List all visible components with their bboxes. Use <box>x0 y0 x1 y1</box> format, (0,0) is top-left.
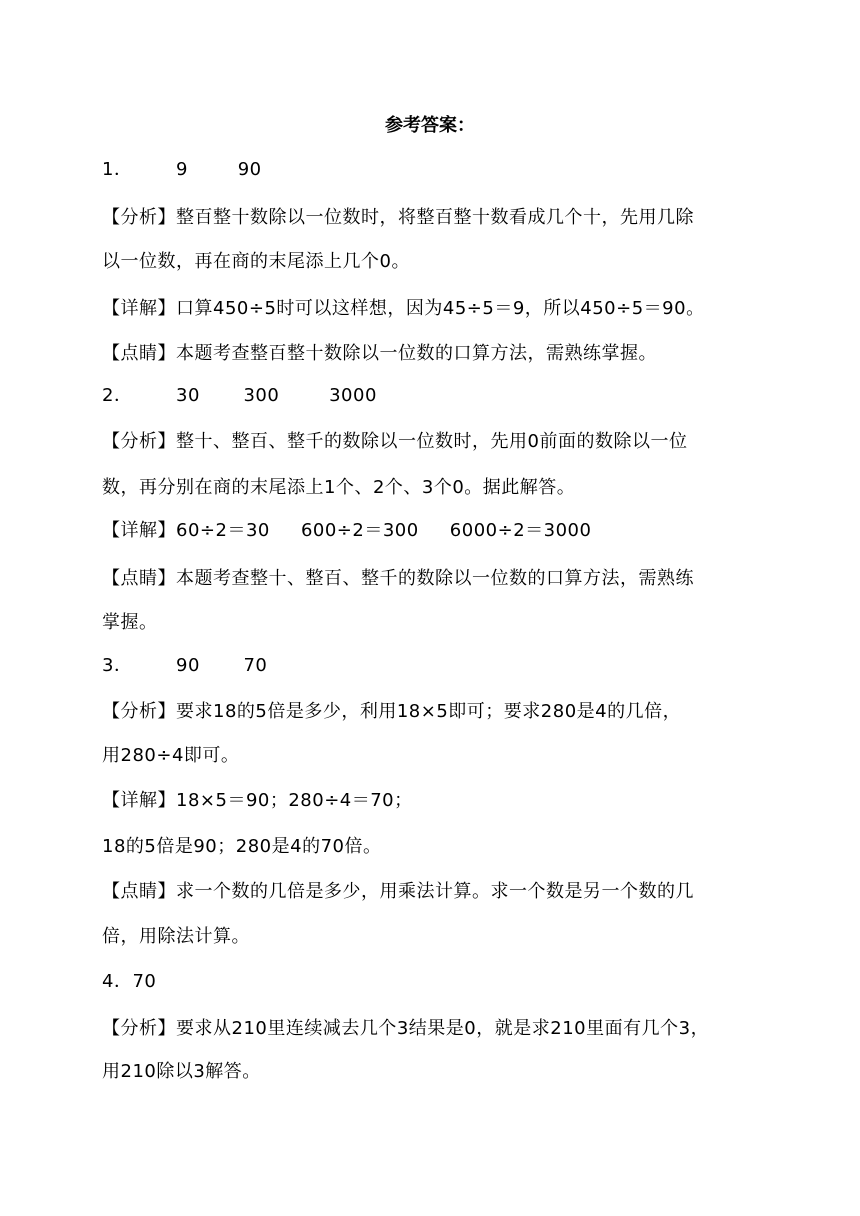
answer-3-detail: 【详解】18×5＝90；280÷4＝70； <box>102 790 413 811</box>
answer-3-comment-cont: 倍，用除法计算。 <box>102 926 250 947</box>
answer-2-line: 2． 30 300 3000 <box>102 385 377 406</box>
answer-4-analysis-cont: 用210除以3解答。 <box>102 1061 261 1082</box>
answer-3-comment: 【点睛】求一个数的几倍是多少，用乘法计算。求一个数是另一个数的几 <box>102 881 694 902</box>
answer-3-line: 3． 90 70 <box>102 655 268 676</box>
answer-3-analysis: 【分析】要求18的5倍是多少，利用18×5即可；要求280是4的几倍， <box>102 701 682 722</box>
answer-2-comment: 【点睛】本题考查整十、整百、整千的数除以一位数的口算方法，需熟练 <box>102 568 694 589</box>
answer-1-line: 1． 9 90 <box>102 159 262 180</box>
answer-3-detail-cont: 18的5倍是90；280是4的70倍。 <box>102 836 382 857</box>
answer-1-analysis-cont: 以一位数，再在商的末尾添上几个0。 <box>102 251 410 272</box>
answer-2-detail: 【详解】60÷2＝30 600÷2＝300 6000÷2＝3000 <box>102 520 592 541</box>
answer-2-analysis: 【分析】整十、整百、整千的数除以一位数时，先用0前面的数除以一位 <box>102 431 688 452</box>
answer-1-analysis: 【分析】整百整十数除以一位数时，将整百整十数看成几个十，先用几除 <box>102 207 694 228</box>
answer-4-line: 4．70 <box>102 971 157 992</box>
answer-1-detail: 【详解】口算450÷5时可以这样想，因为45÷5＝9，所以450÷5＝90。 <box>102 298 705 319</box>
answer-1-comment: 【点睛】本题考查整百整十数除以一位数的口算方法，需熟练掌握。 <box>102 343 657 364</box>
answer-2-comment-cont: 掌握。 <box>102 612 158 633</box>
answer-3-analysis-cont: 用280÷4即可。 <box>102 745 240 766</box>
page-title: 参考答案： <box>385 115 475 136</box>
answer-4-analysis: 【分析】要求从210里连续减去几个3结果是0，就是求210里面有几个3， <box>102 1018 710 1039</box>
answer-2-analysis-cont: 数，再分别在商的末尾添上1个、2个、3个0。据此解答。 <box>102 477 576 498</box>
